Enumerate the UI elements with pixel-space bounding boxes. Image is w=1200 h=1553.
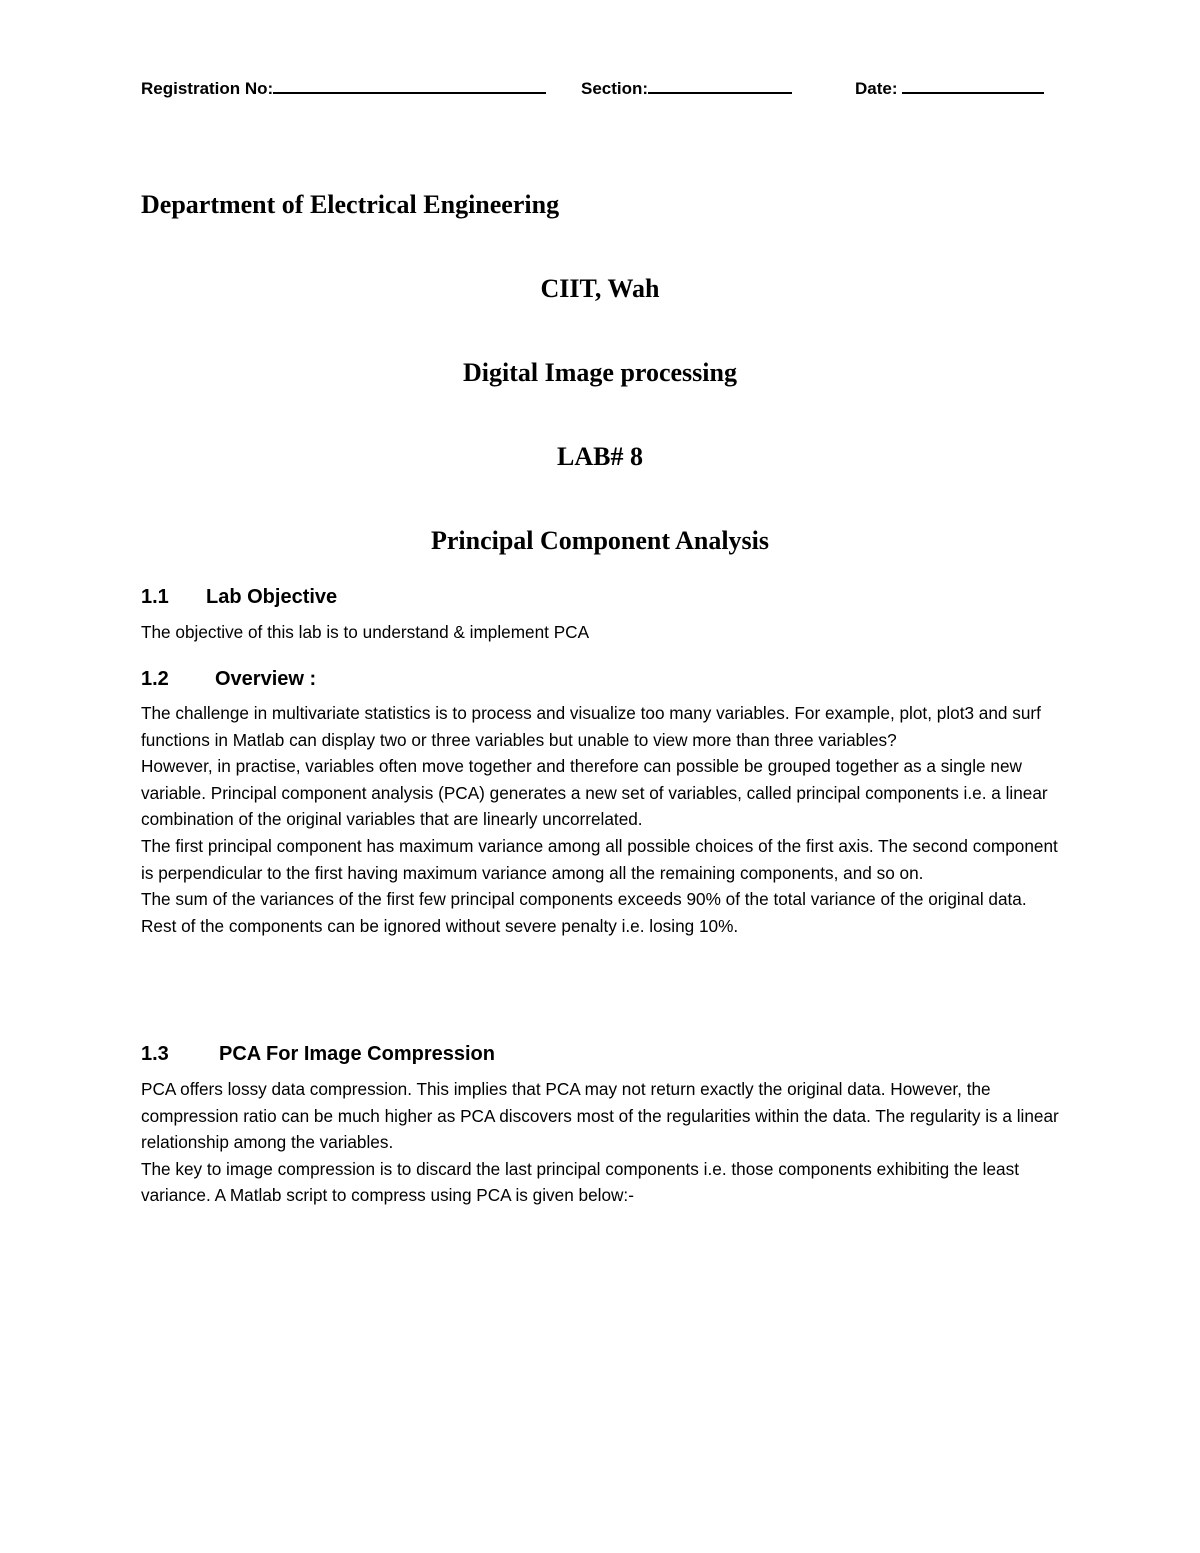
- paragraph: PCA offers lossy data compression. This implies that PCA may not return exactly the original data. However, the compression ratio can be much higher as PCA discovers most of the regularities within the data. The regularity is a linear relationship among the variables.: [141, 1079, 1059, 1153]
- paragraph: However, in practise, variables often move together and therefore can possible be grouped together as a single new variable. Principal component analysis (PCA) generates a new set of variables, called principal components i.e. a linear combination of the original variables that are linearly uncorrelated.: [141, 756, 1048, 830]
- paragraph: The first principal component has maximum variance among all possible choices of the first axis. The second component is perpendicular to the first having maximum variance among all the remaining components, and so on.: [141, 835, 1058, 883]
- institute-title: CIIT, Wah: [540, 274, 660, 303]
- paragraph: The sum of the variances of the first few principal components exceeds 90% of the total variance of the original data. Rest of the components can be ignored without severe penalty i.e. losing 10%.: [141, 889, 1027, 936]
- section-title: Overview :: [215, 668, 317, 690]
- header-fields: [141, 74, 1061, 100]
- lab-number-title: LAB# 8: [557, 442, 643, 471]
- registration-label: Registration No:: [141, 79, 274, 98]
- section-title: PCA For Image Compression: [219, 1043, 495, 1065]
- course-title: Digital Image processing: [463, 358, 737, 387]
- section-field: [581, 74, 792, 99]
- overview-text: [141, 700, 1066, 939]
- section-blank: [648, 74, 792, 94]
- paragraph: The objective of this lab is to understand & implement PCA: [141, 622, 590, 642]
- department-title: Department of Electrical Engineering: [141, 190, 560, 219]
- objective-text: [141, 619, 1066, 646]
- date-label: Date:: [855, 79, 898, 98]
- paragraph: The challenge in multivariate statistics is to process and visualize too many variables. For example, plot, plot3 and surf functions in Matlab can display two or three variables but unable to view more than three variables?: [141, 703, 1041, 750]
- section-heading-image-compression: [141, 1043, 495, 1066]
- date-blank: [902, 74, 1044, 94]
- section-heading-overview: [141, 668, 317, 691]
- section-number: 1.3: [141, 1043, 169, 1065]
- date-field: [855, 74, 1044, 99]
- section-title: Lab Objective: [206, 586, 338, 608]
- image-compression-text: [141, 1076, 1066, 1209]
- registration-field: [141, 74, 546, 99]
- section-heading-objective: [141, 586, 338, 609]
- registration-blank: [273, 74, 546, 94]
- topic-title: Principal Component Analysis: [430, 526, 770, 555]
- section-label: Section:: [581, 79, 649, 98]
- paragraph: The key to image compression is to discard the last principal components i.e. those components exhibiting the least variance. A Matlab script to compress using PCA is given below:-: [141, 1158, 1019, 1206]
- section-number: 1.2: [141, 668, 169, 690]
- section-number: 1.1: [141, 586, 169, 608]
